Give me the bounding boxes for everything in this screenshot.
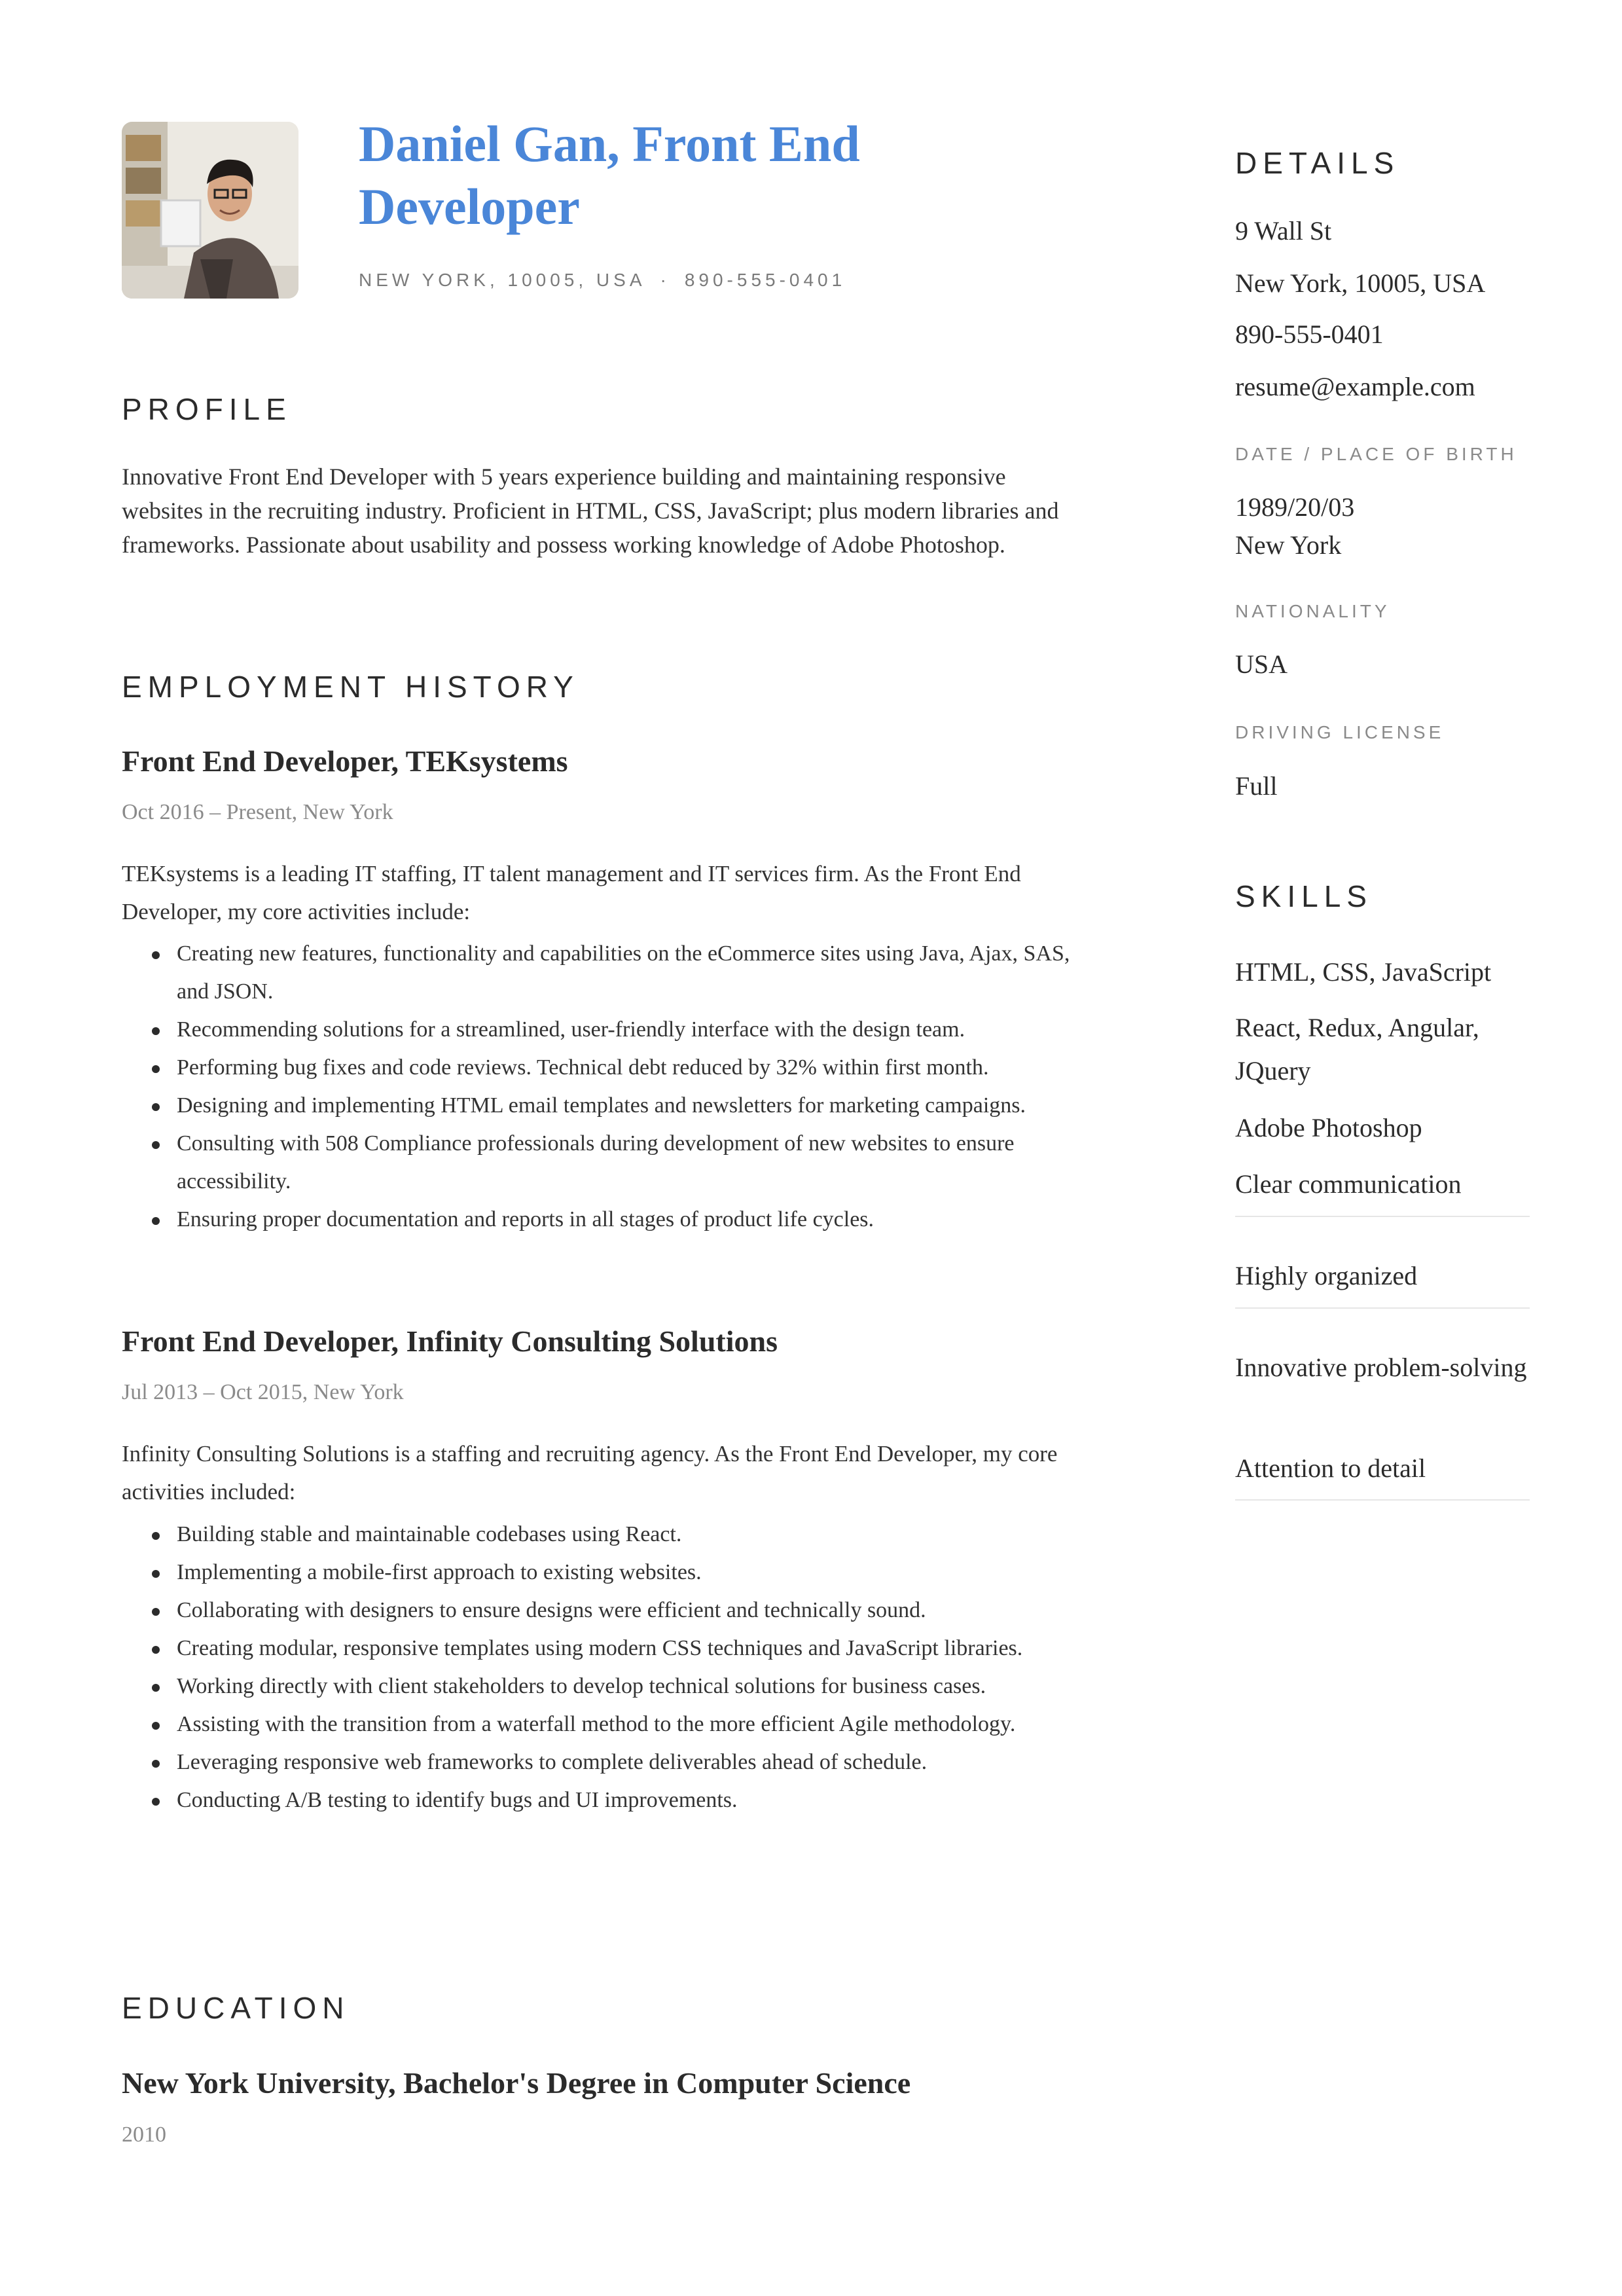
birth-place: New York bbox=[1235, 530, 1342, 560]
details-phone: 890-555-0401 bbox=[1235, 319, 1384, 349]
skill-item: Adobe Photoshop bbox=[1235, 1113, 1422, 1142]
skill-item: Innovative problem-solving bbox=[1235, 1353, 1527, 1382]
list-item: Working directly with client stakeholders to develop technical solutions for business cases. bbox=[122, 1667, 1090, 1705]
profile-photo-image bbox=[122, 122, 298, 299]
header-location: NEW YORK, 10005, USA bbox=[359, 270, 646, 290]
birth-date: 1989/20/03 bbox=[1235, 492, 1355, 522]
skill-item: React, Redux, Angular, JQuery bbox=[1235, 1013, 1479, 1085]
skill-item: HTML, CSS, JavaScript bbox=[1235, 957, 1492, 987]
skill-divider bbox=[1235, 1307, 1530, 1309]
license-value: Full bbox=[1235, 771, 1278, 801]
list-item: Implementing a mobile-first approach to existing websites. bbox=[122, 1554, 1090, 1592]
profile-text: Innovative Front End Developer with 5 years experience building and maintaining responsive websites in the recruiting industry. Proficient in HTML, CSS, JavaScript; plus modern libraries and frameworks. Passionate about usability and possess working knowledge of Adobe Photoshop. bbox=[122, 464, 1059, 558]
list-item: Performing bug fixes and code reviews. Technical debt reduced by 32% within first month. bbox=[122, 1049, 1090, 1087]
list-item: Designing and implementing HTML email templates and newsletters for marketing campaigns. bbox=[122, 1087, 1090, 1125]
birth-label: DATE / PLACE OF BIRTH bbox=[1235, 444, 1517, 464]
details-email[interactable]: resume@example.com bbox=[1235, 372, 1475, 401]
profile-heading: PROFILE bbox=[122, 392, 292, 426]
license-label: DRIVING LICENSE bbox=[1235, 722, 1445, 742]
header-phone: 890-555-0401 bbox=[684, 270, 846, 290]
header-separator: · bbox=[660, 270, 670, 290]
job-bullets bbox=[122, 1516, 1090, 1819]
job-date: Jul 2013 – Oct 2015, New York bbox=[122, 1380, 404, 1404]
list-item: Assisting with the transition from a waterfall method to the more efficient Agile methodology. bbox=[122, 1705, 1090, 1743]
skill-divider bbox=[1235, 1499, 1530, 1501]
skills-heading: SKILLS bbox=[1235, 879, 1373, 913]
education-date: 2010 bbox=[122, 2123, 166, 2147]
skill-item: Highly organized bbox=[1235, 1261, 1418, 1290]
candidate-name: Daniel Gan, Front End Developer bbox=[359, 115, 860, 235]
employment-heading: EMPLOYMENT HISTORY bbox=[122, 670, 579, 704]
nationality-value: USA bbox=[1235, 649, 1288, 679]
list-item: Ensuring proper documentation and reports in all stages of product life cycles. bbox=[122, 1201, 1090, 1239]
nationality-label: NATIONALITY bbox=[1235, 601, 1390, 621]
job-bullets bbox=[122, 935, 1090, 1239]
education-heading: EDUCATION bbox=[122, 1991, 350, 2025]
list-item: Recommending solutions for a streamlined, user-friendly interface with the design team. bbox=[122, 1011, 1090, 1049]
details-address: 9 Wall St bbox=[1235, 216, 1332, 246]
skill-item: Clear communication bbox=[1235, 1169, 1462, 1199]
list-item: Conducting A/B testing to identify bugs and UI improvements. bbox=[122, 1781, 1090, 1819]
job-title: Front End Developer, TEKsystems bbox=[122, 744, 568, 778]
profile-photo bbox=[122, 122, 298, 299]
list-item: Creating new features, functionality and capabilities on the eCommerce sites using Java, Ajax, SAS, and JSON. bbox=[122, 935, 1090, 1011]
job-date: Oct 2016 – Present, New York bbox=[122, 800, 393, 824]
job-description: TEKsystems is a leading IT staffing, IT talent management and IT services firm. As the Front End Developer, my core activities include: bbox=[122, 861, 1021, 924]
details-city: New York, 10005, USA bbox=[1235, 268, 1486, 298]
list-item: Collaborating with designers to ensure designs were efficient and technically sound. bbox=[122, 1592, 1090, 1630]
list-item: Creating modular, responsive templates using modern CSS techniques and JavaScript libraries. bbox=[122, 1630, 1090, 1667]
job-description: Infinity Consulting Solutions is a staffing and recruiting agency. As the Front End Developer, my core activities included: bbox=[122, 1441, 1058, 1504]
job-title: Front End Developer, Infinity Consulting Solutions bbox=[122, 1324, 778, 1358]
skill-divider bbox=[1235, 1216, 1530, 1217]
details-heading: DETAILS bbox=[1235, 146, 1400, 180]
list-item: Leveraging responsive web frameworks to complete deliverables ahead of schedule. bbox=[122, 1743, 1090, 1781]
education-title: New York University, Bachelor's Degree in Computer Science bbox=[122, 2066, 911, 2100]
skill-item: Attention to detail bbox=[1235, 1453, 1426, 1483]
list-item: Building stable and maintainable codebases using React. bbox=[122, 1516, 1090, 1554]
header-contact bbox=[359, 270, 846, 291]
list-item: Consulting with 508 Compliance professionals during development of new websites to ensure accessibility. bbox=[122, 1125, 1090, 1201]
